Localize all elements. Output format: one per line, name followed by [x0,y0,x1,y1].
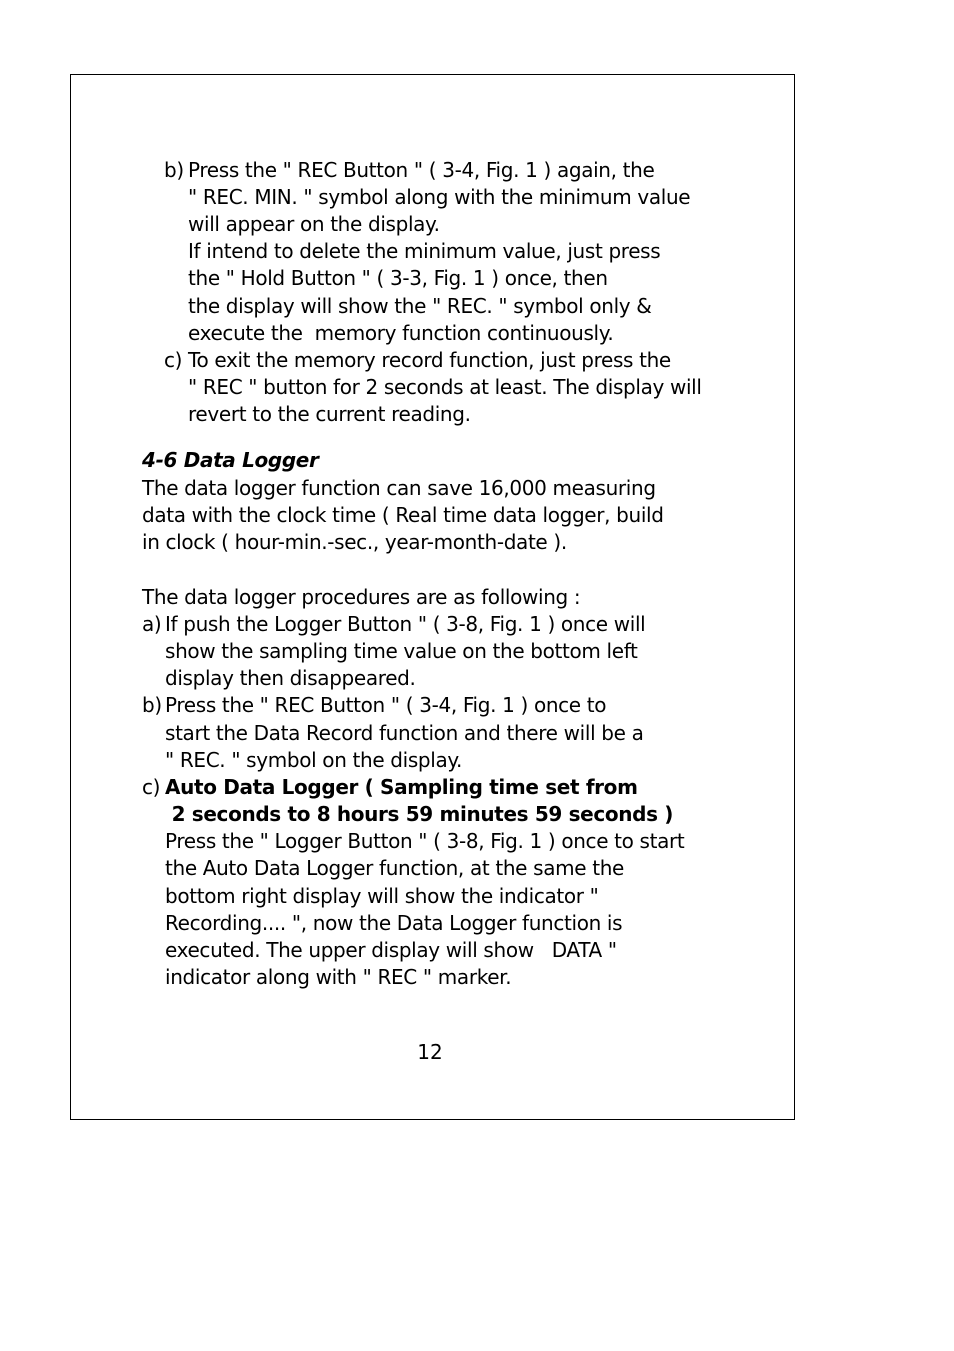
list-item-text: revert to the current reading. [188,402,471,426]
step-text: the Auto Data Logger function, at the same the [165,856,624,880]
list-item-text: " REC " button for 2 seconds at least. The display will [188,375,702,399]
step-text: bottom right display will show the indicator " [165,884,599,908]
step-text: Press the " Logger Button " ( 3-8, Fig. 1 ) once to start [165,829,685,853]
list-item-text: the " Hold Button " ( 3-3, Fig. 1 ) once, then [188,266,608,290]
section-heading: 4-6 Data Logger [142,448,319,472]
step-text: indicator along with " REC " marker. [165,965,512,989]
step-text: start the Data Record function and there will be a [165,721,644,745]
step-marker: c) [142,775,161,799]
intro-text: The data logger function can save 16,000 measuring [142,476,656,500]
step-text: Recording.... ", now the Data Logger function is [165,911,623,935]
list-item-text: To exit the memory record function, just press the [188,348,671,372]
step-text: display then disappeared. [165,666,416,690]
step-text: If push the Logger Button " ( 3-8, Fig. 1 ) once will [165,612,646,636]
list-item-text: " REC. MIN. " symbol along with the minimum value [188,185,691,209]
step-bold-title: 2 seconds to 8 hours 59 minutes 59 seconds ) [165,802,674,826]
page-number: 12 [417,1040,443,1064]
procedures-intro: The data logger procedures are as following : [142,585,581,609]
list-marker: b) [164,158,184,182]
step-text: executed. The upper display will show DATA " [165,938,617,962]
list-item-text: If intend to delete the minimum value, just press [188,239,661,263]
step-bold-title: Auto Data Logger ( Sampling time set from [165,775,638,799]
step-marker: a) [142,612,162,636]
list-item-text: will appear on the display. [188,212,440,236]
step-text: Press the " REC Button " ( 3-4, Fig. 1 ) once to [165,693,607,717]
list-marker: c) [164,348,183,372]
intro-text: in clock ( hour-min.-sec., year-month-date ). [142,530,567,554]
step-marker: b) [142,693,162,717]
step-text: show the sampling time value on the bottom left [165,639,638,663]
list-item-text: execute the memory function continuously. [188,321,614,345]
list-item-text: the display will show the " REC. " symbol only & [188,294,652,318]
step-text: " REC. " symbol on the display. [165,748,463,772]
intro-text: data with the clock time ( Real time data logger, build [142,503,664,527]
list-item-text: Press the " REC Button " ( 3-4, Fig. 1 ) again, the [188,158,655,182]
